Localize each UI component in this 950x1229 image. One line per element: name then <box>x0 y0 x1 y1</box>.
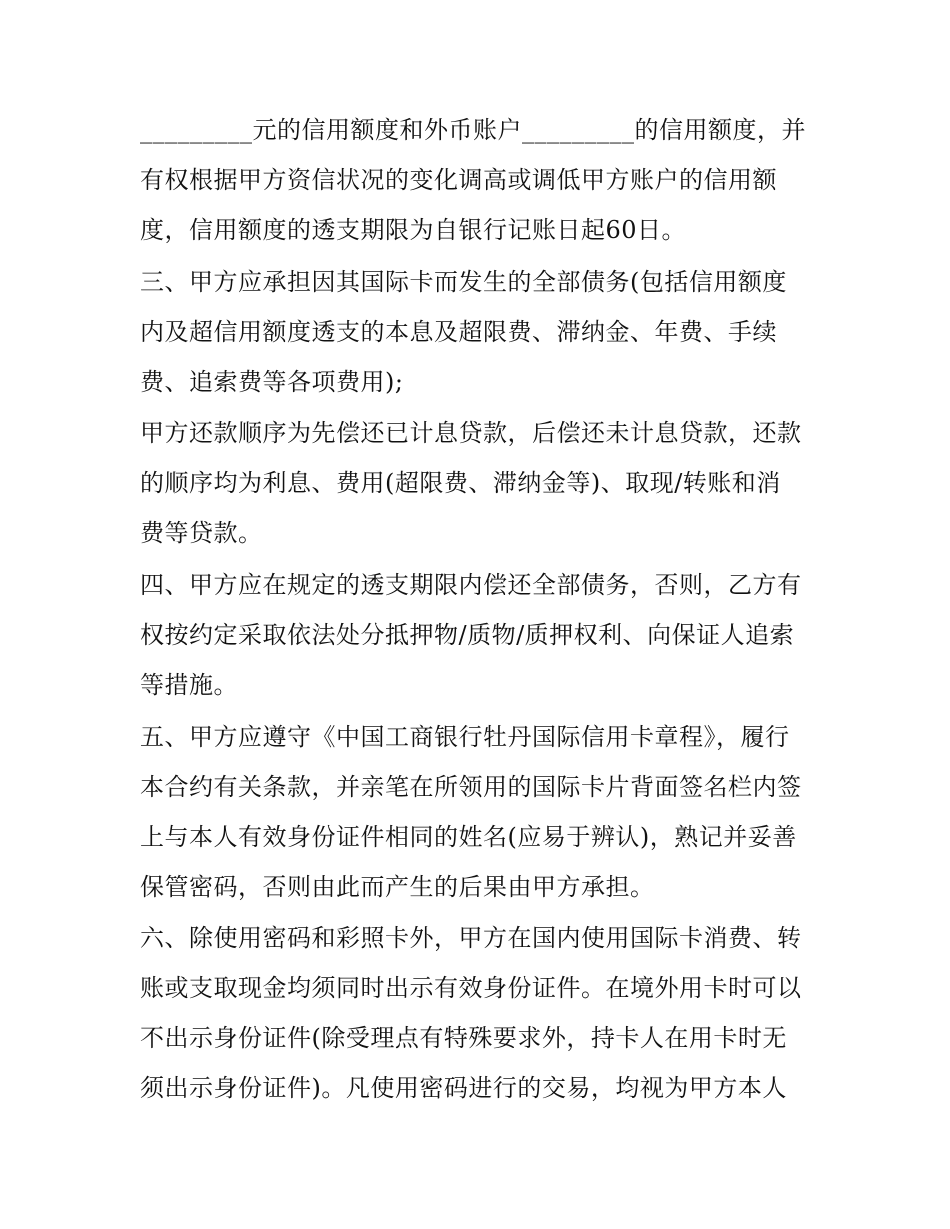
text-line-16: 保管密码，否则由此而产生的后果由甲方承担。 <box>140 873 655 901</box>
text-line-12: 等措施。 <box>140 671 238 699</box>
text-line-20: 须出示身份证件)。凡使用密码进行的交易，均视为甲方本人 <box>140 1074 787 1102</box>
text-line-10: 四、甲方应在规定的透支期限内偿还全部债务，否则，乙方有 <box>140 571 802 599</box>
text-line-9: 费等贷款。 <box>140 519 263 547</box>
text-line-17: 六、除使用密码和彩照卡外，甲方在国内使用国际卡消费、转 <box>140 924 802 952</box>
text-line-2: 有权根据甲方资信状况的变化调高或调低甲方账户的信用额 <box>140 166 777 194</box>
text-line-7: 甲方还款顺序为先偿还已计息贷款，后偿还未计息贷款，还款 <box>140 419 802 447</box>
text-line-1: _________元的信用额度和外币账户_________的信用额度，并 <box>140 116 806 144</box>
text-line-6: 费、追索费等各项费用); <box>140 368 404 396</box>
text-line-8: 的顺序均为利息、费用(超限费、滞纳金等)、取现/转账和消 <box>140 469 781 497</box>
text-line-4: 三、甲方应承担因其国际卡而发生的全部债务(包括信用额度 <box>140 268 787 296</box>
text-line-19: 不出示身份证件(除受理点有特殊要求外，持卡人在用卡时无 <box>140 1024 787 1052</box>
text-line-18: 账或支取现金均须同时出示有效身份证件。在境外用卡时可以 <box>140 974 802 1002</box>
text-line-13: 五、甲方应遵守《中国工商银行牡丹国际信用卡章程》，履行 <box>140 723 790 751</box>
text-line-5: 内及超信用额度透支的本息及超限费、滞纳金、年费、手续 <box>140 318 777 346</box>
text-line-3: 度，信用额度的透支期限为自银行记账日起60日。 <box>140 216 687 244</box>
text-line-15: 上与本人有效身份证件相同的姓名(应易于辨认)，熟记并妥善 <box>140 823 797 851</box>
text-line-11: 权按约定采取依法处分抵押物/质物/质押权利、向保证人追索 <box>140 621 795 649</box>
text-line-14: 本合约有关条款，并亲笔在所领用的国际卡片背面签名栏内签 <box>140 773 802 801</box>
